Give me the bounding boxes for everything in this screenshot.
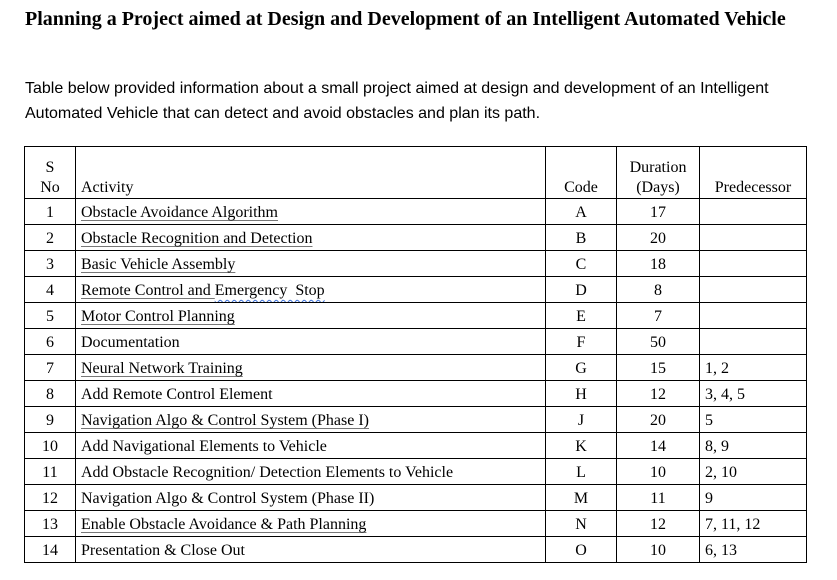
cell-activity — [76, 407, 546, 433]
cell-activity — [76, 537, 546, 563]
cell-activity — [76, 251, 546, 277]
cell-code: M — [546, 485, 617, 511]
cell-code: C — [546, 251, 617, 277]
activity-text: Navigation Algo & Control System (Phase I) — [81, 412, 369, 429]
table-row — [25, 511, 807, 537]
cell-activity — [76, 329, 546, 355]
cell-predecessor: 2, 10 — [700, 459, 807, 485]
cell-code: N — [546, 511, 617, 537]
cell-activity — [76, 277, 546, 303]
cell-activity — [76, 381, 546, 407]
cell-duration: 15 — [617, 355, 700, 381]
cell-sno: 14 — [25, 537, 76, 563]
cell-code: J — [546, 407, 617, 433]
header-sno-line1: S — [45, 159, 55, 176]
table-row — [25, 485, 807, 511]
cell-predecessor — [700, 251, 807, 277]
cell-duration: 7 — [617, 303, 700, 329]
table-row — [25, 303, 807, 329]
cell-activity — [76, 459, 546, 485]
intro-paragraph: Table below provided information about a small project aimed at design and development of an Intelligent Automated Vehicle that can detect and avoid obstacles and plan its path. — [25, 80, 769, 122]
activity-text: Obstacle Recognition and Detection — [81, 230, 313, 247]
activity-text: Add Navigational Elements to Vehicle — [81, 438, 327, 455]
cell-duration: 18 — [617, 251, 700, 277]
cell-predecessor — [700, 329, 807, 355]
cell-predecessor: 7, 11, 12 — [700, 511, 807, 537]
cell-activity — [76, 225, 546, 251]
cell-sno: 11 — [25, 459, 76, 485]
cell-sno: 10 — [25, 433, 76, 459]
activity-text: Basic Vehicle Assembly — [81, 256, 236, 273]
cell-code: D — [546, 277, 617, 303]
table-row — [25, 225, 807, 251]
cell-duration: 12 — [617, 511, 700, 537]
cell-code: K — [546, 433, 617, 459]
cell-sno: 4 — [25, 277, 76, 303]
cell-code: H — [546, 381, 617, 407]
table-row — [25, 381, 807, 407]
cell-duration: 11 — [617, 485, 700, 511]
cell-code: G — [546, 355, 617, 381]
cell-sno: 12 — [25, 485, 76, 511]
cell-duration: 10 — [617, 537, 700, 563]
table-row — [25, 199, 807, 225]
cell-sno: 8 — [25, 381, 76, 407]
activity-text: Motor Control Planning — [81, 308, 235, 325]
cell-predecessor — [700, 199, 807, 225]
table-row — [25, 407, 807, 433]
cell-activity — [76, 433, 546, 459]
cell-duration: 20 — [617, 225, 700, 251]
cell-predecessor — [700, 303, 807, 329]
cell-code: A — [546, 199, 617, 225]
cell-predecessor — [700, 277, 807, 303]
activity-text: Add Remote Control Element — [81, 386, 273, 403]
cell-code: L — [546, 459, 617, 485]
header-predecessor: Predecessor — [700, 147, 807, 199]
cell-activity — [76, 355, 546, 381]
cell-code: F — [546, 329, 617, 355]
cell-code: O — [546, 537, 617, 563]
cell-activity — [76, 303, 546, 329]
cell-duration: 20 — [617, 407, 700, 433]
header-duration-line1: Duration — [629, 159, 687, 176]
cell-predecessor: 8, 9 — [700, 433, 807, 459]
cell-sno: 9 — [25, 407, 76, 433]
cell-duration: 50 — [617, 329, 700, 355]
cell-code: B — [546, 225, 617, 251]
table-header-row — [25, 147, 807, 199]
header-code: Code — [546, 147, 617, 199]
header-sno — [25, 147, 76, 199]
cell-duration: 12 — [617, 381, 700, 407]
cell-sno: 13 — [25, 511, 76, 537]
cell-predecessor: 1, 2 — [700, 355, 807, 381]
cell-sno: 6 — [25, 329, 76, 355]
document-title: Planning a Project aimed at Design and Development of an Intelligent Automated Vehicle — [25, 8, 786, 30]
header-duration — [617, 147, 700, 199]
cell-sno: 3 — [25, 251, 76, 277]
table-row — [25, 329, 807, 355]
cell-duration: 17 — [617, 199, 700, 225]
table-row — [25, 459, 807, 485]
activity-text: Neural Network Training — [81, 360, 243, 377]
table-row — [25, 277, 807, 303]
header-sno-line2: No — [40, 179, 60, 196]
activity-text: Navigation Algo & Control System (Phase II) — [81, 490, 375, 507]
cell-activity — [76, 511, 546, 537]
cell-predecessor: 6, 13 — [700, 537, 807, 563]
cell-duration: 14 — [617, 433, 700, 459]
table-row — [25, 251, 807, 277]
cell-predecessor — [700, 225, 807, 251]
cell-duration: 10 — [617, 459, 700, 485]
header-activity: Activity — [76, 147, 546, 199]
table-row — [25, 433, 807, 459]
cell-predecessor: 3, 4, 5 — [700, 381, 807, 407]
cell-duration: 8 — [617, 277, 700, 303]
cell-sno: 5 — [25, 303, 76, 329]
activity-text: Enable Obstacle Avoidance & Path Planning — [81, 516, 367, 533]
cell-predecessor: 5 — [700, 407, 807, 433]
cell-activity — [76, 199, 546, 225]
cell-sno: 1 — [25, 199, 76, 225]
activity-table — [24, 146, 807, 563]
cell-activity — [76, 485, 546, 511]
table-row — [25, 355, 807, 381]
activity-text: Documentation — [81, 334, 180, 351]
activity-text: Presentation & Close Out — [81, 542, 245, 559]
cell-predecessor: 9 — [700, 485, 807, 511]
activity-text-part1: Remote Control and — [81, 282, 215, 299]
activity-text: Obstacle Avoidance Algorithm — [81, 204, 278, 221]
cell-code: E — [546, 303, 617, 329]
activity-text: Add Obstacle Recognition/ Detection Elements to Vehicle — [81, 464, 454, 481]
cell-sno: 2 — [25, 225, 76, 251]
table-row — [25, 537, 807, 563]
cell-sno: 7 — [25, 355, 76, 381]
activity-text-part2: Emergency Stop — [214, 282, 325, 299]
header-duration-line2: (Days) — [636, 179, 680, 196]
